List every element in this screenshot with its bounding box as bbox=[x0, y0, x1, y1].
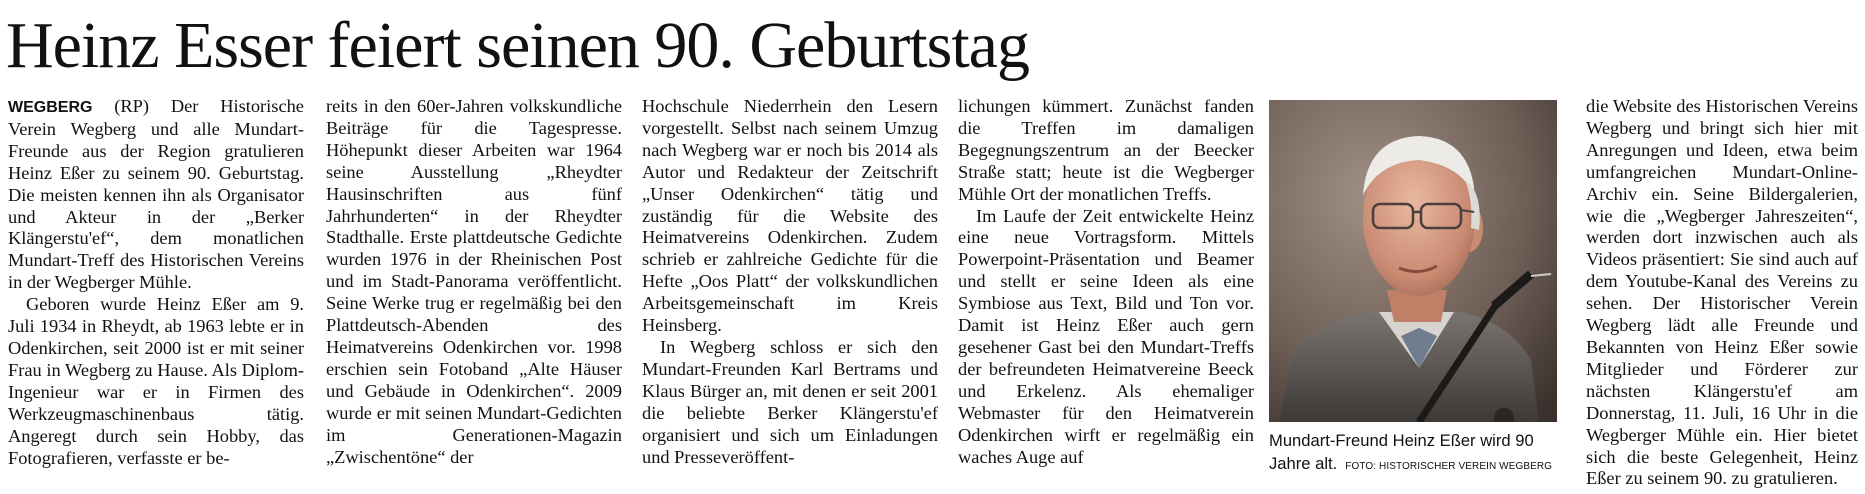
article-column-1 bbox=[8, 96, 304, 469]
article-column-3 bbox=[642, 96, 938, 468]
article-paragraph: Im Laufe der Zeit entwickelte Heinz eine neue Vortragsform. Mittels Powerpoint-Präsentation und Beamer und stellt er seine Ideen als eine Symbiose aus Text, Bild und Ton vor. Damit ist Heinz Eßer auch gern gesehener Gast bei den Mundart-Treffs der befreundeten Heimatvereine Beeck und Erkelenz. Als ehemaliger Webmaster für den Heimatverein Odenkirchen wirft er regelmäßig ein waches Auge auf bbox=[958, 205, 1254, 467]
portrait-illustration bbox=[1269, 100, 1557, 422]
article-headline: Heinz Esser feiert seinen 90. Geburtstag bbox=[6, 9, 1029, 82]
photo-caption bbox=[1269, 429, 1559, 478]
dateline: WEGBERG bbox=[8, 99, 93, 116]
portrait-photo bbox=[1269, 100, 1557, 422]
article-paragraph bbox=[8, 96, 304, 294]
article-paragraph: In Wegberg schloss er sich den Mundart-Freunden Karl Bertrams und Klaus Bürger an, mit denen er seit 2001 die beliebte Berker Klängerstu'ef organisiert und sich um Einladungen und Presseveröffent- bbox=[642, 336, 938, 467]
paragraph-text: Der Historische Verein Wegberg und alle Mundart-Freunde aus der Region gratulieren Heinz Eßer zu seinem 90. Geburtstag. Die meisten kennen ihn als Organisator und Akteur in der „Berker Klängerstu'ef“, dem monatlichen Mundart-Treff des Historischen Vereins in der Wegberger Mühle. bbox=[8, 96, 304, 293]
article-paragraph: reits in den 60er-Jahren volkskundliche Beiträge für die Tagespresse. Höhepunkt dieser Arbeiten war 1964 seine Ausstellung „Rheydter Hausinschriften aus fünf Jahrhunderten“ in der Rheydter Stadthalle. Erste plattdeutsche Gedichte wurden 1976 in der Rheinischen Post und im Stadt-Panorama veröffentlicht. Seine Werke trug er regelmäßig bei den Plattdeutsch-Abenden des Heimatvereins Odenkirchen vor. 1998 erschien sein Fotoband „Alte Häuser und Gebäude in Odenkirchen“. 2009 wurde er mit seinen Mundart-Gedichten im Generationen-Magazin „Zwischentöne“ der bbox=[326, 96, 622, 467]
source-tag: (RP) bbox=[114, 96, 150, 116]
caption-text: Mundart-Freund Heinz Eßer wird 90 Jahre alt. bbox=[1269, 431, 1534, 473]
photo-credit: FOTO: HISTORISCHER VEREIN WEGBERG bbox=[1345, 461, 1553, 472]
article-paragraph: Geboren wurde Heinz Eßer am 9. Juli 1934 in Rheydt, ab 1963 lebte er in Odenkirchen, seit 2000 ist er mit seiner Frau in Wegberg zu Hause. Als Diplom-Ingenieur war er in Firmen des Werkzeugmaschinenbaus tätig. Angeregt durch sein Hobby, das Fotografieren, verfasste er be- bbox=[8, 294, 304, 468]
article-column-6 bbox=[1586, 96, 1858, 490]
article-paragraph: die Website des Historischen Vereins Wegberg und bringt sich hier mit Anregungen und Ideen, etwa beim umfangreichen Mundart-Online-Archiv ein. Seine Bildergalerien, wie die „Wegberger Jahreszeiten“, werden dort inzwischen auch als Videos präsentiert: Sie sind auch auf dem Youtube-Kanal des Vereins zu sehen. Der Historischer Verein Wegberg lädt alle Freunde und Bekannten von Heinz Eßer sowie Mitglieder und Förderer zur nächsten Klängerstu'ef am Donnerstag, 11. Juli, 16 Uhr in die Wegberger Mühle ein. Hier bietet sich die beste Gelegenheit, Heinz Eßer zu seinem 90. zu gratulieren. bbox=[1586, 96, 1858, 489]
article-paragraph: Hochschule Niederrhein den Lesern vorgestellt. Selbst nach seinem Umzug nach Wegberg war er noch bis 2014 als Autor und Redakteur der Zeitschrift „Unser Odenkirchen“ tätig und zuständig für die Website des Heimatvereins Odenkirchen. Zudem schrieb er zahlreiche Gedichte für die Hefte „Oos Platt“ der volkskundlichen Arbeitsgemeinschaft im Kreis Heinsberg. bbox=[642, 96, 938, 336]
article-paragraph: lichungen kümmert. Zunächst fanden die Treffen im damaligen Begegnungszentrum an der Beecker Straße statt; heute ist die Wegberger Mühle Ort der monatlichen Treffs. bbox=[958, 96, 1254, 204]
article-column-4 bbox=[958, 96, 1254, 468]
article-column-2 bbox=[326, 96, 622, 468]
